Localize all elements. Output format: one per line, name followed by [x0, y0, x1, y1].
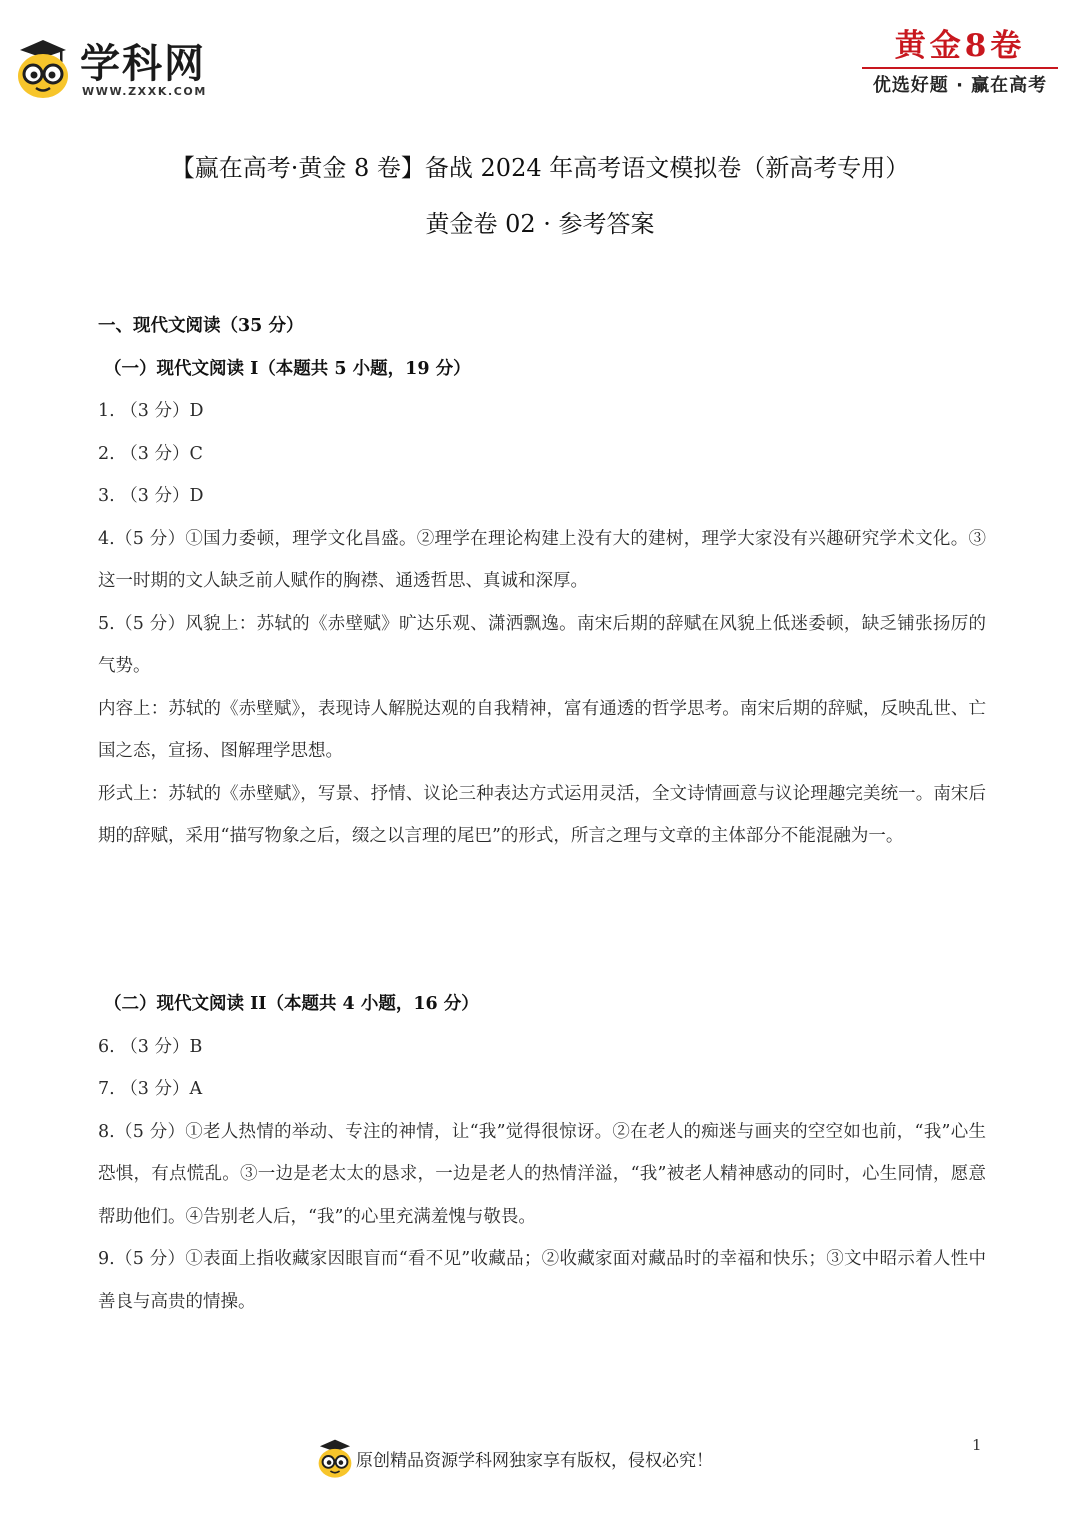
part-heading: （一）现代文阅读 I（本题共 5 小题，19 分） [104, 358, 471, 379]
page-number: 1 [972, 1436, 982, 1454]
owl-mascot-icon [14, 36, 72, 100]
brand-divider [862, 67, 1058, 69]
section-modern-reading-2 [98, 983, 986, 1323]
answer-item: 3. （3 分）D [98, 486, 204, 506]
brand-title: 黄金8卷 [894, 28, 1026, 64]
page-title: 【赢在高考·黄金 8 卷】备战 2024 年高考语文模拟卷（新高考专用） [170, 154, 910, 182]
answer-item: 4.（5 分）①国力委顿，理学文化昌盛。②理学在理论构建上没有大的建树，理学大家没有兴趣研究学术文化。③这一时期的文人缺乏前人赋作的胸襟、通透哲思、真诚和深厚。 [98, 528, 986, 591]
answer-item: 2. （3 分）C [98, 443, 203, 464]
section-modern-reading [98, 305, 986, 858]
answer-item: 5.（5 分）风貌上：苏轼的《赤壁赋》旷达乐观、潇洒飘逸。南宋后期的辞赋在风貌上低迷委顿，缺乏铺张扬厉的气势。 [98, 613, 986, 676]
section-heading: 一、现代文阅读（35 分） [98, 316, 304, 336]
logo-name: 学科网 [80, 41, 206, 87]
answer-item: 7. （3 分）A [98, 1079, 203, 1099]
logo-url: WWW.ZXXK.COM [82, 85, 207, 98]
part-heading: （二）现代文阅读 II（本题共 4 小题，16 分） [104, 994, 479, 1014]
zxxk-logo[interactable] [14, 36, 224, 102]
answer-paragraph: 形式上：苏轼的《赤壁赋》，写景、抒情、议论三种表达方式运用灵活，全文诗情画意与议论理趣完美统一。南宋后期的辞赋，采用“描写物象之后，缀之以言理的尾巴”的形式，所言之理与文章的主体部分不能混融为一。 [98, 783, 986, 846]
answer-item: 1. （3 分）D [98, 401, 204, 421]
answer-item: 9.（5 分）①表面上指收藏家因眼盲而“看不见”收藏品；②收藏家面对藏品时的幸福和快乐；③文中昭示着人性中善良与高贵的情操。 [98, 1249, 986, 1312]
answer-paragraph: 内容上：苏轼的《赤壁赋》，表现诗人解脱达观的自我精神，富有通透的哲学思考。南宋后期的辞赋，反映乱世、亡国之态，宣扬、图解理学思想。 [98, 698, 986, 761]
owl-mascot-icon [316, 1436, 354, 1480]
brand-badge [862, 26, 1058, 98]
brand-slogan: 优选好题 · 赢在高考 [872, 75, 1048, 96]
answer-item: 8.（5 分）①老人热情的举动、专注的神情，让“我”觉得很惊讶。②在老人的痴迷与画夹的空空如也前，“我”心生恐惧，有点慌乱。③一边是老太太的恳求，一边是老人的热情洋溢，“我”被老人精神感动的同时，心生同情，愿意帮助他们。④告别老人后，“我”的心里充满羞愧与敬畏。 [98, 1121, 986, 1227]
answer-item: 6. （3 分）B [98, 1036, 203, 1057]
copyright-notice: 原创精品资源学科网独家享有版权，侵权必究！ [356, 1451, 713, 1471]
page-subtitle: 黄金卷 02 · 参考答案 [425, 210, 655, 238]
